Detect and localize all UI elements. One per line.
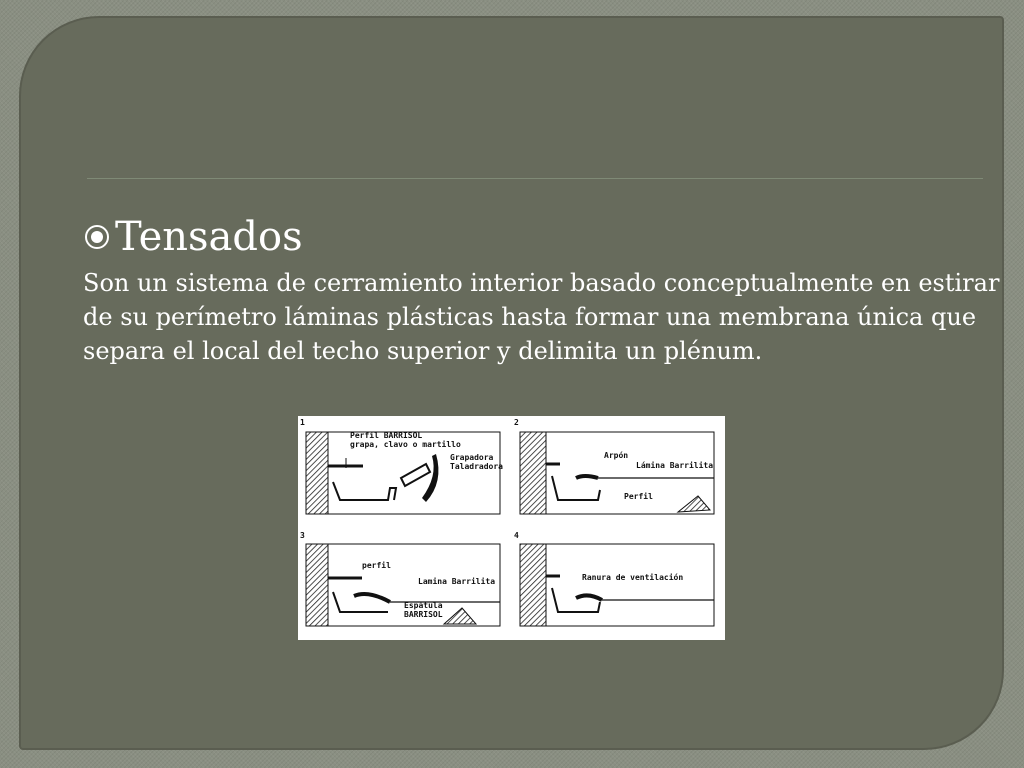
diagram-panel-4 xyxy=(514,531,714,626)
panel-3-label-4: BARRISOL xyxy=(404,610,443,619)
panel-1-label-2: grapa, clavo o martillo xyxy=(350,440,461,449)
panel-4-label-1: Ranura de ventilación xyxy=(582,573,684,582)
heading-row xyxy=(83,211,303,263)
section-heading: Tensados xyxy=(115,214,303,260)
panel-3-label-1: perfil xyxy=(362,561,391,570)
panel-2-label-1: Arpón xyxy=(604,451,629,460)
diagram-panel-2 xyxy=(514,418,714,514)
panel-2-label-2: Lámina Barrilita xyxy=(636,461,714,470)
panel-3-number: 3 xyxy=(300,531,305,540)
panel-3-label-2: Lamina Barrilita xyxy=(418,577,496,586)
title-divider xyxy=(87,178,983,179)
panel-1-number: 1 xyxy=(300,418,305,427)
panel-1-label-4: Taladradora xyxy=(450,462,503,471)
circled-dot-bullet-icon xyxy=(83,223,111,251)
installation-diagram xyxy=(298,416,725,640)
diagram-panel-3 xyxy=(300,531,500,626)
panel-2-label-3: Perfil xyxy=(624,492,653,501)
panel-2-number: 2 xyxy=(514,418,519,427)
panel-3-label-3: Espátula xyxy=(404,601,443,610)
panel-1-label-1: Perfil BARRISOL xyxy=(350,431,423,440)
panel-4-number: 4 xyxy=(514,531,519,540)
panel-1-label-3: Grapadora xyxy=(450,453,494,462)
diagram-panel-1 xyxy=(300,418,503,514)
body-paragraph: Son un sistema de cerramiento interior basado conceptualmente en estirar de su perímetro láminas plásticas hasta formar una membrana única que separa el local del techo superior y delimita un plénum. xyxy=(83,269,1000,365)
